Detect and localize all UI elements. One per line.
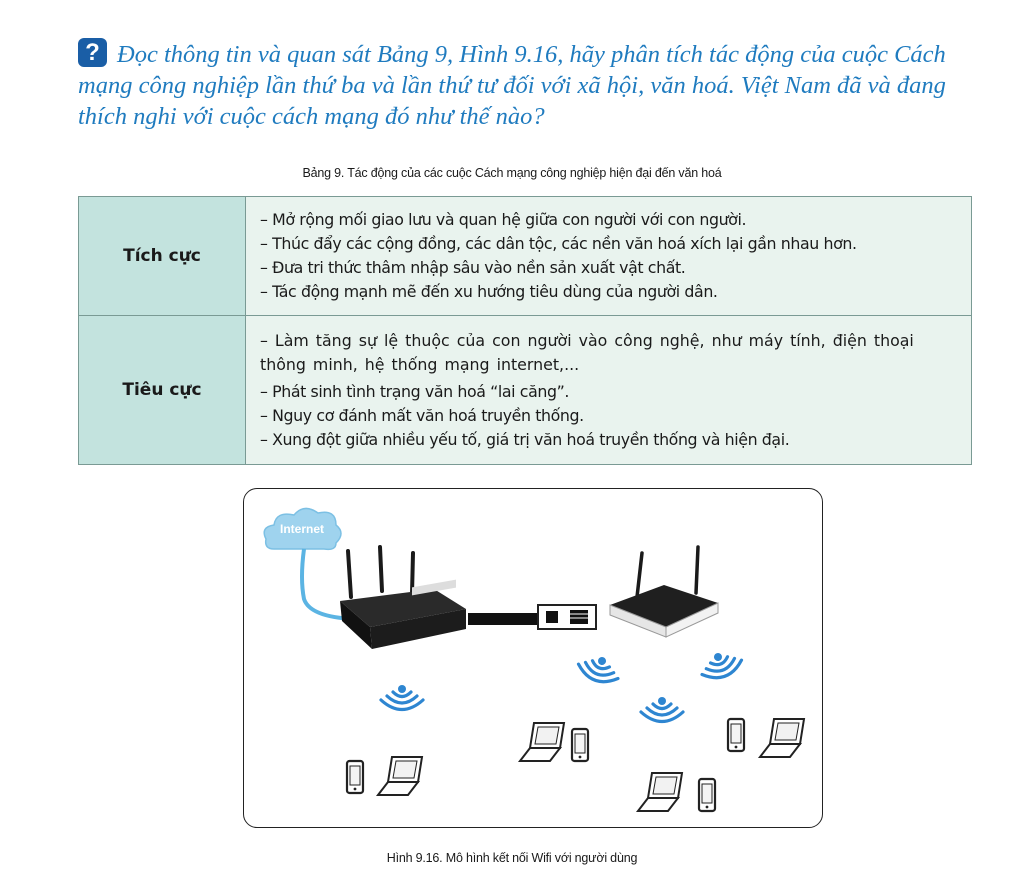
- table-caption: Bảng 9. Tác động của các cuộc Cách mạng công nghiệp hiện đại đến văn hoá: [302, 166, 722, 180]
- phone-icon: [572, 729, 588, 761]
- internet-cloud-icon: [264, 508, 341, 549]
- cable-icon: [468, 613, 538, 625]
- row-content-negative: [246, 316, 972, 465]
- table-row: [79, 197, 972, 316]
- laptop-icon: [378, 757, 422, 795]
- laptop-icon: [520, 723, 564, 761]
- wifi-signal-icon: [381, 646, 745, 721]
- wifi-diagram: [243, 488, 823, 828]
- list-item: – Mở rộng mối giao lưu và quan hệ giữa con người với con người.: [260, 210, 747, 229]
- figure-caption: Hình 9.16. Mô hình kết nối Wifi với người dùng: [386, 851, 638, 865]
- row-label-negative: Tiêu cực: [79, 316, 246, 465]
- row-content-positive: [246, 197, 972, 316]
- question-mark-icon: ?: [78, 38, 107, 67]
- question-text: Đọc thông tin và quan sát Bảng 9, Hình 9.16, hãy phân tích tác động của cuộc Cách mạng công nghiệp lần thứ ba và lần thứ tư đối với xã hội, văn hoá. Việt Nam đã và đang thích nghi với cuộc cách mạng đó như thế nào?: [78, 41, 946, 130]
- list-item: – Phát sinh tình trạng văn hoá “lai căng”.: [260, 381, 569, 401]
- phone-icon: [699, 779, 715, 811]
- laptop-icon: [760, 719, 804, 757]
- switch-icon: [538, 605, 596, 629]
- list-item: – Làm tăng sự lệ thuộc của con người vào công nghệ, như máy tính, điện thoại thông minh, hệ thống mạng internet,...: [260, 330, 914, 374]
- phone-icon: [347, 761, 363, 793]
- wifi-diagram-illustration: [244, 489, 822, 827]
- list-item: – Đưa tri thức thâm nhập sâu vào nền sản xuất vật chất.: [260, 258, 686, 277]
- row-label-positive: Tích cực: [79, 197, 246, 316]
- list-item: – Xung đột giữa nhiều yếu tố, giá trị văn hoá truyền thống và hiện đại.: [260, 429, 790, 449]
- cloud-label: Internet: [279, 522, 325, 536]
- list-item: – Nguy cơ đánh mất văn hoá truyền thống.: [260, 405, 584, 425]
- laptop-icon: [638, 773, 682, 811]
- router-icon: [340, 547, 466, 649]
- impact-table: [78, 196, 972, 465]
- list-item: – Thúc đẩy các cộng đồng, các dân tộc, các nền văn hoá xích lại gần nhau hơn.: [260, 234, 857, 253]
- phone-icon: [728, 719, 744, 751]
- table-row: [79, 316, 972, 465]
- wireless-router-icon: [610, 547, 718, 637]
- list-item: – Tác động mạnh mẽ đến xu hướng tiêu dùng của người dân.: [260, 282, 718, 301]
- question-block: [78, 38, 978, 132]
